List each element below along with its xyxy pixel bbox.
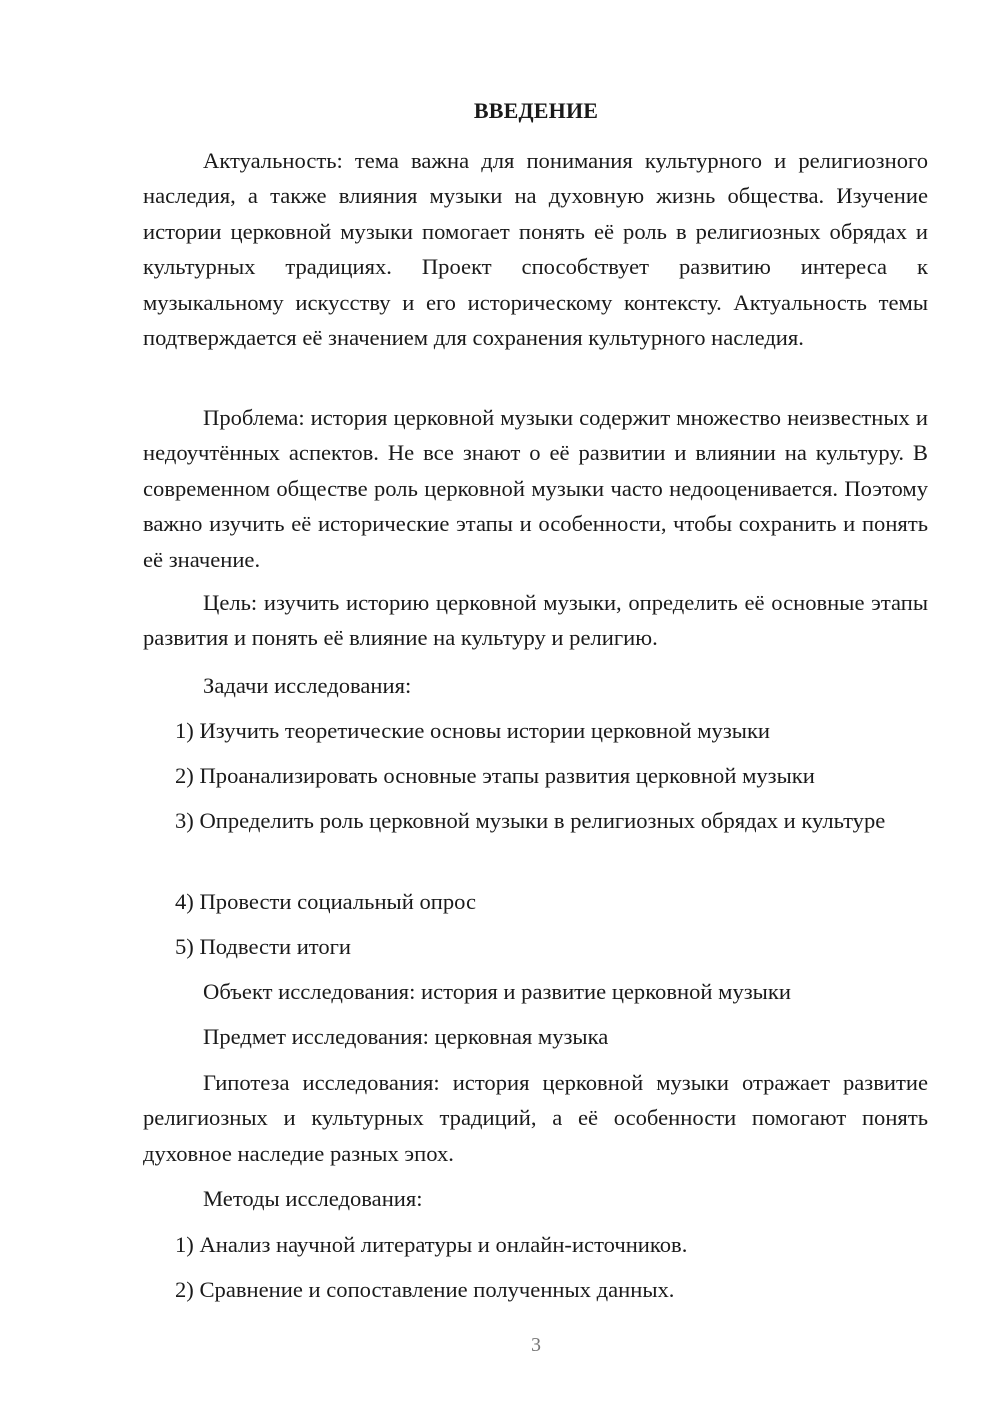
subject-paragraph: Предмет исследования: церковная музыка bbox=[203, 1024, 609, 1049]
relevance-paragraph: Актуальность: тема важна для понимания культурного и религиозного наследия, а также влияния музыки на духовную жизнь общества. Изучение истории церковной музыки помогает понять её роль в религиозных обрядах и культурных традициях. Проект способствует развитию интереса к музыкальному искусству и его историческому контексту. Актуальность темы подтверждается её значением для сохранения культурного наследия. bbox=[143, 148, 928, 351]
hypothesis-paragraph: Гипотеза исследования: история церковной музыки отражает развитие религиозных и культурных традиций, а её особенности помогают понять духовное наследие разных эпох. bbox=[143, 1070, 928, 1166]
tasks-heading: Задачи исследования: bbox=[203, 673, 412, 698]
methods-heading: Методы исследования: bbox=[203, 1186, 423, 1211]
page-number: 3 bbox=[531, 1334, 541, 1356]
task-item-4: 4) Провести социальный опрос bbox=[175, 889, 477, 914]
task-item-2: 2) Проанализировать основные этапы развития церковной музыки bbox=[175, 763, 815, 788]
task-item-3: 3) Определить роль церковной музыки в религиозных обрядах и культуре bbox=[175, 808, 886, 833]
problem-paragraph: Проблема: история церковной музыки содержит множество неизвестных и недоучтённых аспектов. Не все знают о её развитии и влиянии на культуру. В современном обществе роль церковной музыки часто недооценивается. Поэтому важно изучить её исторические этапы и особенности, чтобы сохранить и понять её значение. bbox=[143, 405, 928, 572]
task-item-5: 5) Подвести итоги bbox=[175, 934, 352, 959]
object-paragraph: Объект исследования: история и развитие церковной музыки bbox=[203, 979, 791, 1004]
method-item-2: 2) Сравнение и сопоставление полученных данных. bbox=[175, 1277, 675, 1302]
section-title: ВВЕДЕНИЕ bbox=[473, 98, 599, 123]
task-item-1: 1) Изучить теоретические основы истории церковной музыки bbox=[175, 718, 771, 743]
goal-paragraph: Цель: изучить историю церковной музыки, определить её основные этапы развития и понять её влияние на культуру и религию. bbox=[143, 590, 928, 651]
method-item-1: 1) Анализ научной литературы и онлайн-источников. bbox=[175, 1232, 688, 1257]
